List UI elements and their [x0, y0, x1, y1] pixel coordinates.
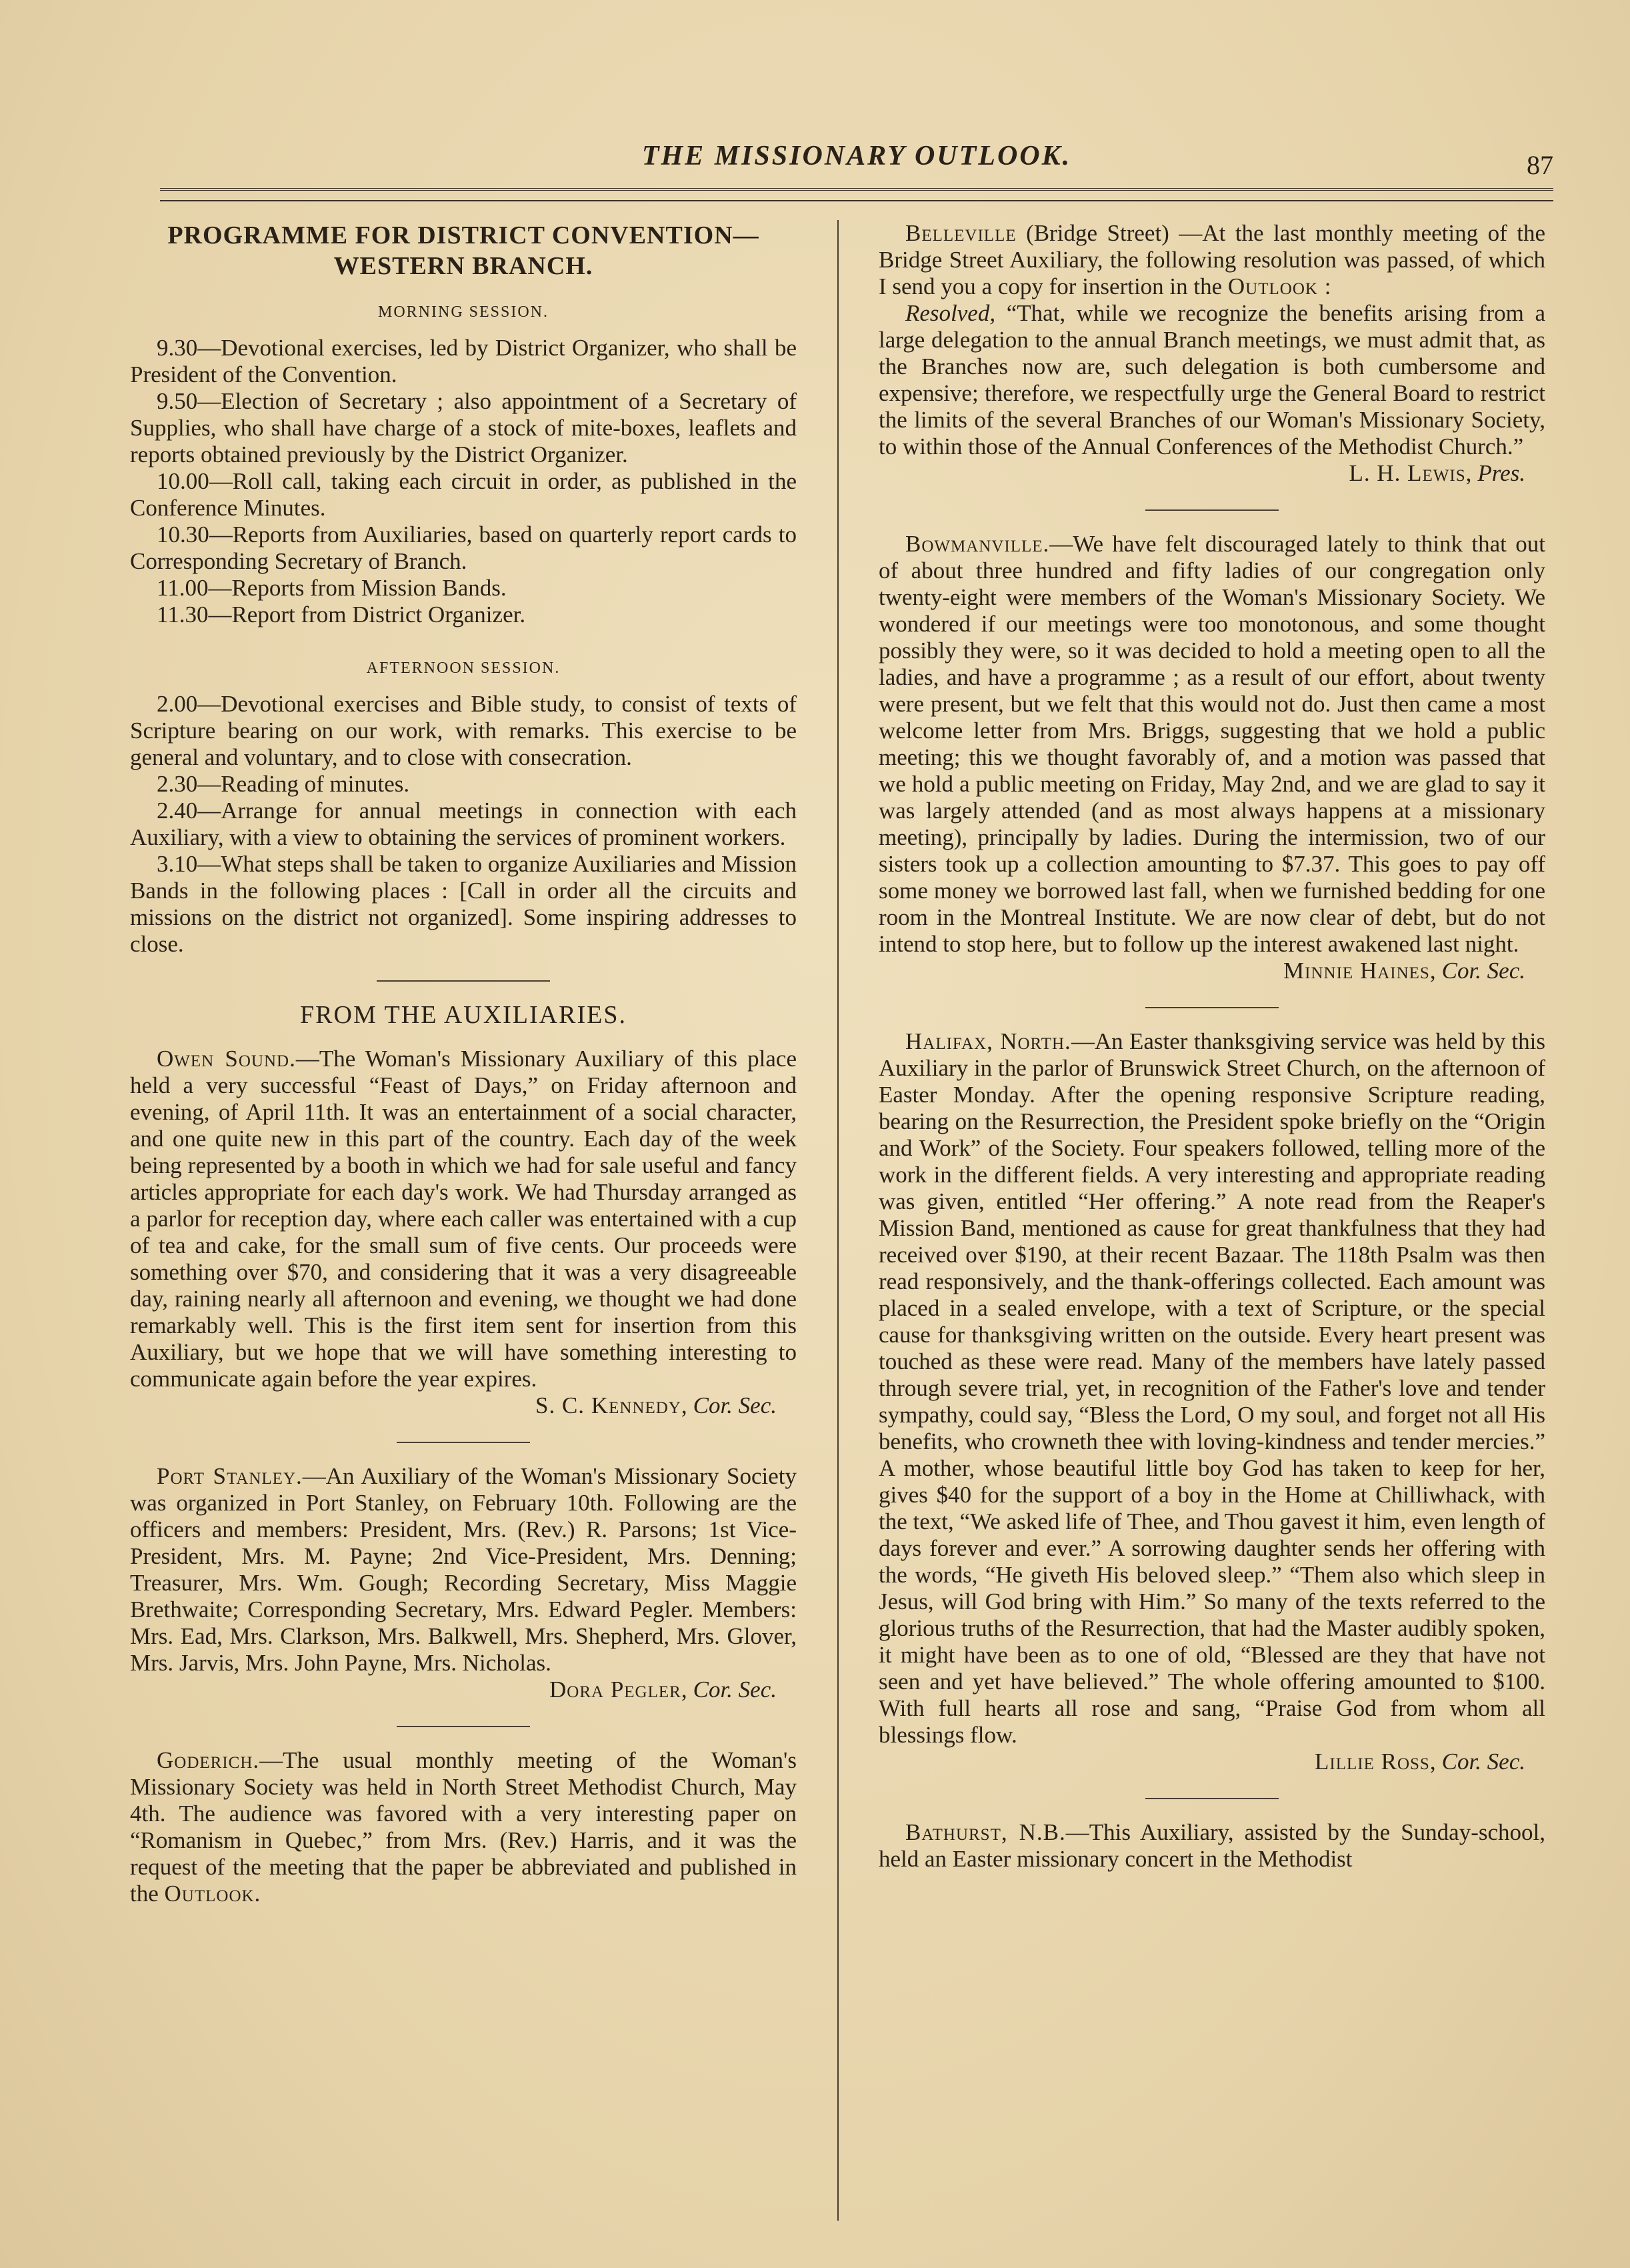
programme-title-line-2: WESTERN BRANCH.: [333, 252, 593, 280]
morning-item: 11.00—Reports from Mission Bands.: [157, 575, 507, 601]
signature: L. H. Lewis, Pres.: [1349, 460, 1525, 486]
report-text: (Bridge Street) —At the last monthly meeting of the Bridge Street Auxiliary, the following resolution was passed, of which I send you a copy for insertion in the: [879, 220, 1545, 299]
morning-item: 11.30—Report from District Organizer.: [157, 602, 526, 628]
section-divider: [377, 980, 550, 982]
report-halifax: [879, 1028, 1545, 1749]
report-bowmanville: [879, 531, 1545, 958]
report-text: —This Auxiliary, assisted by the Sunday-school, held an Easter missionary concert in the Methodist: [879, 1819, 1545, 1872]
afternoon-item: 2.00—Devotional exercises and Bible study, to consist of texts of Scripture bearing on our work, with remarks. This exercise to be general and voluntary, and to close with consecration.: [130, 691, 797, 770]
column-rule: [837, 220, 839, 2221]
signature: Lillie Ross, Cor. Sec.: [1315, 1749, 1525, 1775]
running-header: [160, 140, 1553, 187]
left-column: [130, 220, 797, 1907]
signature: Minnie Haines, Cor. Sec.: [1283, 958, 1525, 984]
morning-item: 10.30—Reports from Auxiliaries, based on quarterly report cards to Corresponding Secretary of Branch.: [130, 521, 797, 574]
report-divider: [1145, 1007, 1279, 1008]
right-column: [879, 220, 1545, 1873]
morning-item: 9.50—Election of Secretary ; also appointment of a Secretary of Supplies, who shall have charge of a stock of mite-boxes, leaflets and reports obtained previously by the District Organizer.: [130, 388, 797, 467]
report-place: Port Stanley.: [157, 1463, 303, 1489]
report-place: Halifax, North.: [905, 1028, 1071, 1054]
afternoon-item: 2.30—Reading of minutes.: [157, 771, 410, 797]
report-port-stanley: [130, 1463, 797, 1676]
report-place: Owen Sound.: [157, 1046, 296, 1072]
auxiliaries-title: FROM THE AUXILIARIES.: [300, 1001, 627, 1029]
report-text: —The usual monthly meeting of the Woman's Missionary Society was held in North Street Methodist Church, May 4th. The audience was favored with a very interesting paper on “Romanism in Quebec,” from Mrs. (Rev.) Harris, and it was the request of the meeting that the paper be abbreviated and published in the: [130, 1747, 797, 1907]
report-belleville: Belleville (Bridge Street) —At the last monthly meeting of the Bridge Street Auxiliary, the following resolution was passed, of which I send you a copy for insertion in the Outlook :: [879, 220, 1545, 299]
report-text: —The Woman's Missionary Auxiliary of this place held a very successful “Feast of Days,” on Friday afternoon and evening, of April 11th. It was an entertainment of a social character, and one quite new in this part of the country. Each day of the week being represented by a booth in which we had for sale useful and fancy articles appropriate for each day's work. We had Thursday arranged as a parlor for reception day, where each caller was entertained with a cup of tea and cake, for the small sum of five cents. Our proceeds were something over $70, and considering that it was a very disagreeable day, raining nearly all afternoon and evening, we thought we had done remarkably well. This is the first item sent for insertion from this Auxiliary, but we hope that we will have something interesting to communicate again before the year expires.: [130, 1046, 797, 1392]
report-place: Goderich.: [157, 1747, 260, 1773]
report-text: —An Easter thanksgiving service was held by this Auxiliary in the parlor of Brunswick Street Church, on the afternoon of Easter Monday. After the opening responsive Scripture reading, bearing on the Resurrection, the President spoke briefly on the “Origin and Work” of the Society. Four speakers followed, telling more of the work in the different fields. A very interesting and appropriate reading was given, entitled “Her offering.” A note read from the Reaper's Mission Band, mentioned as cause for great thankfulness that they had received over $190, at their recent Bazaar. The 118th Psalm was then read responsively, and the thank-offerings collected. Each amount was placed in a sealed envelope, with a text of Scripture, or the special cause for thanksgiving written on the outside. Every heart present was touched as these were read. Many of the members have lately passed through severe trial, yet, in recognition of the Father's love and tender sympathy, could say, “Bless the Lord, O my soul, and forget not all His benefits, who crowneth thee with loving-kindness and tender mercies.” A mother, whose beautiful little boy God has taken to keep for her, gives $40 for the support of a boy in the Home at Chilliwhack, with the text, “We asked life of Thee, and Thou gavest it him, even length of days forever and ever.” A sorrowing daughter sends her offering with the words, “He giveth His beloved sleep.” “Them also which sleep in Jesus, will God bring with Him.” So many of the texts referred to the glorious truths of the Resurrection, that had the Master audibly spoken, it might have been as to one of old, “Blessed are they that have not seen and yet have believed.” The whole offering amounted to $100. With full hearts all rose and sang, “Praise God from whom all blessings flow.: [879, 1028, 1545, 1748]
afternoon-item: 3.10—What steps shall be taken to organize Auxiliaries and Mission Bands in the following places : [Call in order all the circuits and missions on the district not organized]. Some inspiring addresses to close.: [130, 851, 797, 957]
report-place: Bathurst, N.B.: [905, 1819, 1066, 1845]
programme-title-line-1: PROGRAMME FOR DISTRICT CONVENTION—: [167, 221, 759, 249]
report-divider: [1145, 1798, 1279, 1799]
afternoon-item: 2.40—Arrange for annual meetings in connection with each Auxiliary, with a view to obtaining the services of prominent workers.: [130, 798, 797, 850]
report-text: —We have felt discouraged lately to think that out of about three hundred and fifty ladies of our congregation only twenty-eight were members of the Woman's Missionary Society. We wondered if our meetings were too monotonous, and some thought possibly they were, so it was decided to hold a meeting open to all the ladies, and have a programme ; as a result of our effort, about twenty were present, but we felt that this would not do. Just then came a most welcome letter from Mrs. Briggs, suggesting that we hold a public meeting; this we thought favorably of, and a motion was passed that we hold a public meeting on Friday, May 2nd, and we are glad to say it was largely attended (and as most always happens at a missionary meeting), principally by ladies. During the intermission, two of our sisters took up a collection amounting to $7.37. This goes to pay off some money we borrowed last fall, when we furnished bedding for one room in the Montreal Institute. We are now clear of debt, but do not intend to stop here, but to follow up the interest awakened last night.: [879, 531, 1545, 957]
report-place: Bowmanville.: [905, 531, 1050, 557]
report-bathurst: [879, 1819, 1545, 1873]
morning-session-label: MORNING SESSION.: [377, 303, 549, 321]
signature: S. C. Kennedy, Cor. Sec.: [535, 1392, 777, 1418]
report-divider: [397, 1442, 530, 1443]
header-rule: [160, 188, 1553, 201]
page-number: 87: [1527, 150, 1553, 180]
morning-item: 10.00—Roll call, taking each circuit in order, as published in the Conference Minutes.: [130, 468, 797, 521]
report-divider: [1145, 509, 1279, 511]
resolution: Resolved, “That, while we recognize the benefits arising from a large delegation to the annual Branch meetings, we must admit that, as the Branches now are, such delegation is both cumbersome and expensive; therefore, we respectfully urge the General Board to restrict the limits of the several Branches of our Woman's Missionary Society, to within those of the Annual Conferences of the Methodist Church.”: [879, 300, 1545, 459]
afternoon-session-label: AFTERNOON SESSION.: [366, 660, 561, 677]
report-divider: [397, 1726, 530, 1727]
report-goderich: Goderich.—The usual monthly meeting of the Woman's Missionary Society was held in North Street Methodist Church, May 4th. The audience was favored with a very interesting paper on “Romanism in Quebec,” from Mrs. (Rev.) Harris, and it was the request of the meeting that the paper be abbreviated and published in the Outlook.: [130, 1747, 797, 1907]
morning-item: 9.30—Devotional exercises, led by District Organizer, who shall be President of the Convention.: [130, 335, 797, 387]
report-owen-sound: [130, 1046, 797, 1392]
signature: Dora Pegler, Cor. Sec.: [549, 1676, 777, 1703]
report-text: —An Auxiliary of the Woman's Missionary Society was organized in Port Stanley, on February 10th. Following are the officers and members: President, Mrs. (Rev.) R. Parsons; 1st Vice-President, Mrs. M. Payne; 2nd Vice-President, Mrs. Denning; Treasurer, Mrs. Wm. Gough; Recording Secretary, Miss Maggie Brethwaite; Corresponding Secretary, Mrs. Edward Pegler. Members: Mrs. Ead, Mrs. Clarkson, Mrs. Balkwell, Mrs. Shepherd, Mrs. Glover, Mrs. Jarvis, Mrs. John Payne, Mrs. Nicholas.: [130, 1463, 797, 1676]
running-title: THE MISSIONARY OUTLOOK.: [641, 141, 1072, 171]
report-place: Belleville: [905, 220, 1017, 246]
